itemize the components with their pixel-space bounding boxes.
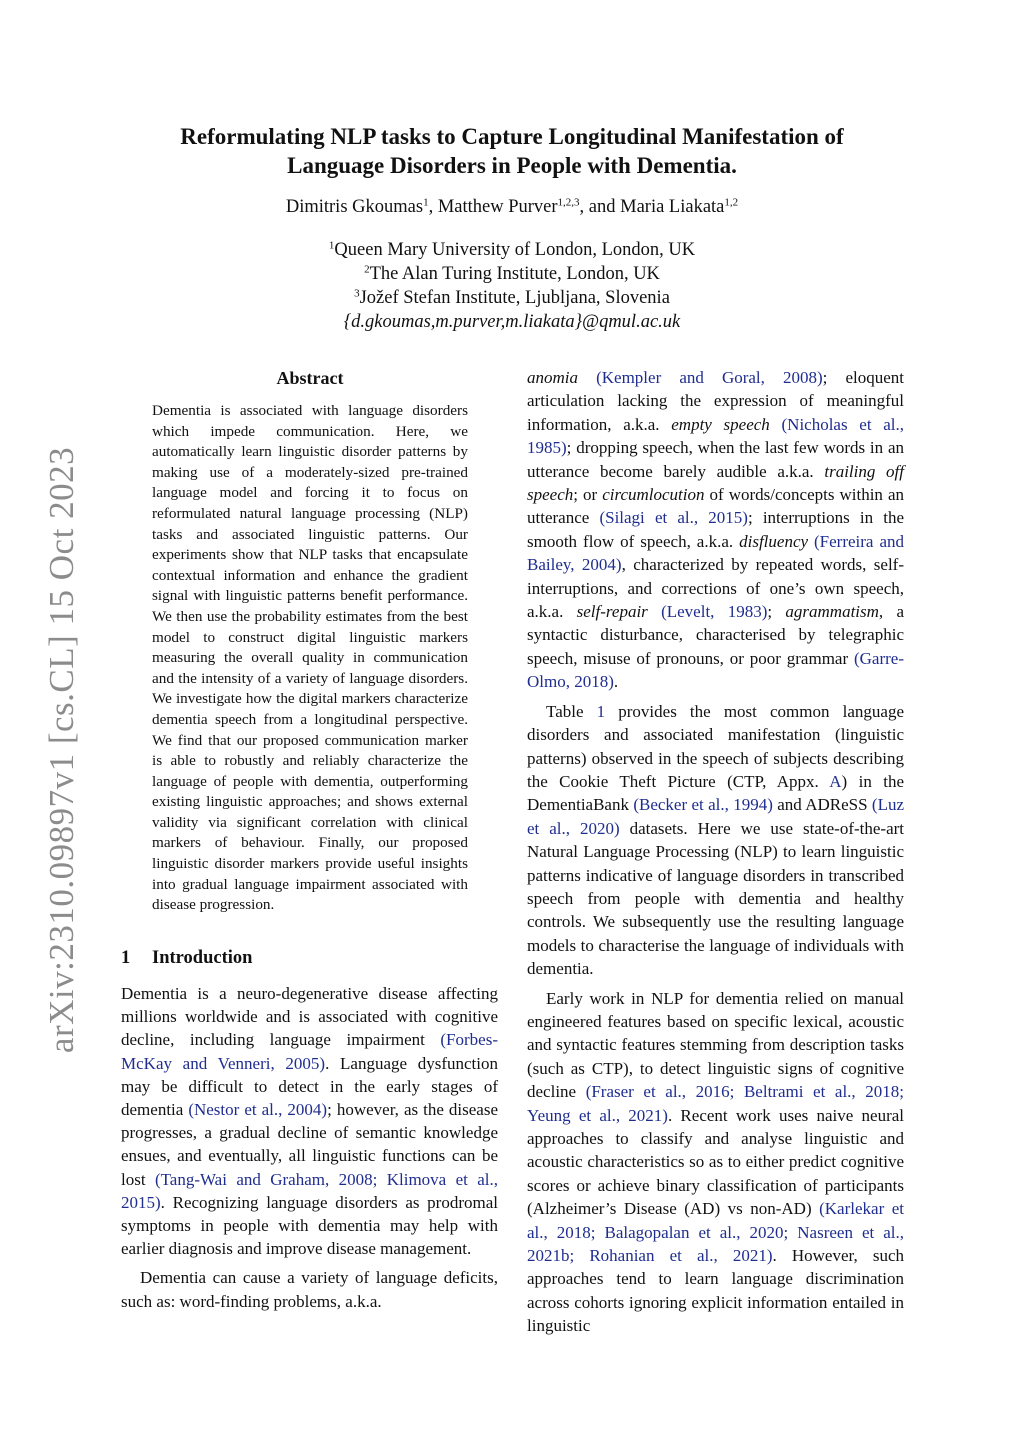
author-name: Maria Liakata — [620, 197, 725, 217]
section-title: Introduction — [152, 948, 253, 968]
italic-term: empty speech — [671, 414, 770, 434]
author-list — [100, 195, 924, 219]
body-text: . Language dysfunction may be difficult to detect in the early stages of dementia — [121, 1053, 498, 1120]
citation-link[interactable]: (Karlekar et al., 2018; Balagopalan et al., 2020; Nasreen et al., 2021b; Rohanian et al., 2021) — [527, 1199, 904, 1266]
body-text — [648, 602, 661, 621]
author-separator: , and — [579, 197, 621, 217]
right-paragraph-2 — [527, 700, 904, 981]
author-email[interactable]: {d.gkoumas,m.purver,m.liakata}@qmul.ac.uk — [343, 312, 681, 332]
italic-term: anomia — [527, 368, 578, 387]
citation-link[interactable]: (Ferreira and Bailey, 2004) — [527, 531, 904, 575]
citation-link[interactable]: (Luz et al., 2020) — [527, 795, 904, 838]
right-paragraph-3 — [527, 987, 904, 1338]
body-text: Dementia is a neuro-degenerative disease affecting millions worldwide and is associated with cognitive decline, including language impairment — [121, 984, 498, 1050]
affiliation-mark: 3 — [354, 287, 360, 300]
body-text: of words/concepts within an utterance — [527, 485, 904, 528]
author-name: Matthew Purver — [437, 197, 558, 217]
body-text: . — [613, 672, 619, 692]
body-text: and ADReSS — [772, 795, 872, 815]
body-text: datasets. Here we use state-of-the-art Natural Language Processing (NLP) to learn linguistic patterns indicative of language disorders in transcribed speech from people with dementia and healthy controls. We subsequently use the resulting language models to characterise the language of individuals with dementia. — [527, 818, 904, 979]
title-line-2: Language Disorders in People with Dementia. — [287, 153, 737, 178]
affiliation-text: The Alan Turing Institute, London, UK — [369, 264, 660, 284]
citation-link[interactable]: (Tang-Wai and Graham, 2008; Klimova et al., 2015) — [121, 1169, 498, 1212]
citation-link[interactable]: 1 — [596, 701, 606, 721]
right-paragraph-1 — [527, 366, 904, 694]
body-text: . Recognizing language disorders as prodromal symptoms in people with dementia may help with earlier diagnosis and improve disease management. — [121, 1192, 498, 1259]
body-text: ) in the DementiaBank — [527, 771, 904, 815]
affiliation — [100, 262, 924, 286]
body-text: ; dropping speech, when the last few words in an utterance become barely audible a.k.a. — [527, 438, 904, 481]
body-text: provides the most common language disorders and associated manifestation (linguistic patterns) observed in the speech of subjects describing the Cookie Theft Picture (CTP, Appx. — [527, 701, 904, 791]
title-line-1: Reformulating NLP tasks to Capture Longitudinal Manifestation of — [180, 124, 844, 149]
right-column-body — [527, 366, 904, 1344]
body-text: , characterized by repeated words, self-interruptions, and corrections of one’s own speech, a.k.a. — [527, 555, 904, 622]
body-text: . Recent work uses naive neural approaches to classify and analyse linguistic and acoustic characteristics so as to either predict cognitive scores or achieve binary classification of participants (Alzheimer’s Disease (AD) vs non-AD) — [527, 1105, 904, 1219]
body-text: , a syntactic disturbance, characterised by telegraphic speech, misuse of pronouns, or poor grammar — [527, 602, 905, 668]
body-text: ; — [767, 602, 786, 622]
italic-term: trailing off speech — [527, 461, 904, 505]
body-text: ; however, as the disease progresses, a gradual decline of semantic knowledge ensues, and eventually, all linguistic functions can be lost — [121, 1100, 498, 1189]
paper-title — [100, 122, 924, 180]
citation-link[interactable]: (Nestor et al., 2004) — [188, 1100, 328, 1120]
author-affil-mark: 1,2,3 — [557, 196, 580, 209]
affiliation-text: Queen Mary University of London, London, UK — [334, 240, 696, 260]
body-text: Dementia can cause a variety of language deficits, such as: word-finding problems, a.k.a. — [121, 1268, 498, 1311]
affiliation-mark: 1 — [328, 239, 335, 252]
intro-paragraph-2 — [121, 1266, 498, 1312]
citation-link[interactable]: (Forbes-McKay and Venneri, 2005) — [121, 1030, 498, 1073]
body-text: ; or — [573, 485, 603, 505]
body-text: . However, such approaches tend to learn language discrimination across cohorts ignoring explicit information entailed in linguistic — [527, 1246, 904, 1336]
section-heading-introduction — [121, 946, 501, 970]
author-name: Dimitris Gkoumas — [285, 197, 424, 217]
body-text: ; interruptions in the smooth flow of speech, a.k.a. — [527, 508, 905, 551]
left-column-body — [121, 982, 498, 1319]
author-affil-mark: 1 — [423, 196, 429, 209]
section-number: 1 — [121, 948, 131, 968]
italic-term: disfluency — [739, 531, 809, 551]
affiliation-mark: 2 — [364, 263, 370, 276]
affiliation — [100, 238, 924, 262]
italic-term: self-repair — [576, 602, 648, 622]
italic-term: circumlocution — [602, 485, 705, 505]
citation-link[interactable]: (Nicholas et al., 1985) — [527, 414, 905, 458]
body-text: ; eloquent articulation lacking the expression of meaningful information, a.k.a. — [527, 368, 905, 434]
citation-link[interactable]: A — [829, 771, 842, 791]
author-separator: , — [428, 197, 438, 217]
body-text — [578, 368, 596, 387]
abstract-heading: Abstract — [276, 368, 344, 388]
citation-link[interactable]: (Becker et al., 1994) — [633, 795, 773, 815]
author-affil-mark: 1,2 — [724, 196, 739, 209]
affiliation — [100, 286, 924, 310]
italic-term: agrammatism — [785, 602, 879, 622]
body-text: Table — [546, 701, 597, 721]
citation-link[interactable]: (Fraser et al., 2016; Beltrami et al., 2018; Yeung et al., 2021) — [527, 1082, 904, 1125]
body-text: Early work in NLP for dementia relied on manual engineered features based on specific lexical, acoustic and syntactic features stemming from description tasks (such as CTP), to detect linguistic signs of cognitive decline — [527, 988, 904, 1102]
intro-paragraph-1 — [121, 982, 498, 1260]
arxiv-id[interactable]: arXiv:2310.09897v1 [cs.CL] 15 Oct 2023 — [42, 446, 81, 1054]
abstract-text: Dementia is associated with language disorders which impede communication. Here, we automatically learn linguistic disorder patterns by making use of a moderately-sized pre-trained language model and forcing it to focus on reformulated natural language processing (NLP) tasks and associated linguistic patterns. Our experiments show that NLP tasks that encapsulate contextual information and enhance the gradient signal with linguistic patterns benefit performance. We then use the probability estimates from the best model to construct digital linguistic markers measuring the overall quality in communication and the intensity of a variety of language disorders. We investigate how the digital markers characterize dementia speech from a longitudinal perspective. We find that our proposed communication marker is able to robustly and reliably characterize the language of people with dementia, outperforming existing linguistic approaches; and shows external validity via significant correlation with clinical markers of behaviour. Finally, our proposed linguistic disorder markers provide useful insights into gradual language impairment associated with disease progression. — [152, 402, 468, 914]
affiliations — [100, 238, 924, 334]
affiliation-text: Jožef Stefan Institute, Ljubljana, Slovenia — [359, 288, 670, 308]
citation-link[interactable]: (Kempler and Goral, 2008) — [596, 368, 823, 387]
citation-link[interactable]: (Garre-Olmo, 2018) — [527, 648, 904, 692]
body-text — [770, 415, 782, 434]
citation-link[interactable]: (Levelt, 1983) — [661, 602, 768, 622]
citation-link[interactable]: (Silagi et al., 2015) — [599, 508, 748, 528]
